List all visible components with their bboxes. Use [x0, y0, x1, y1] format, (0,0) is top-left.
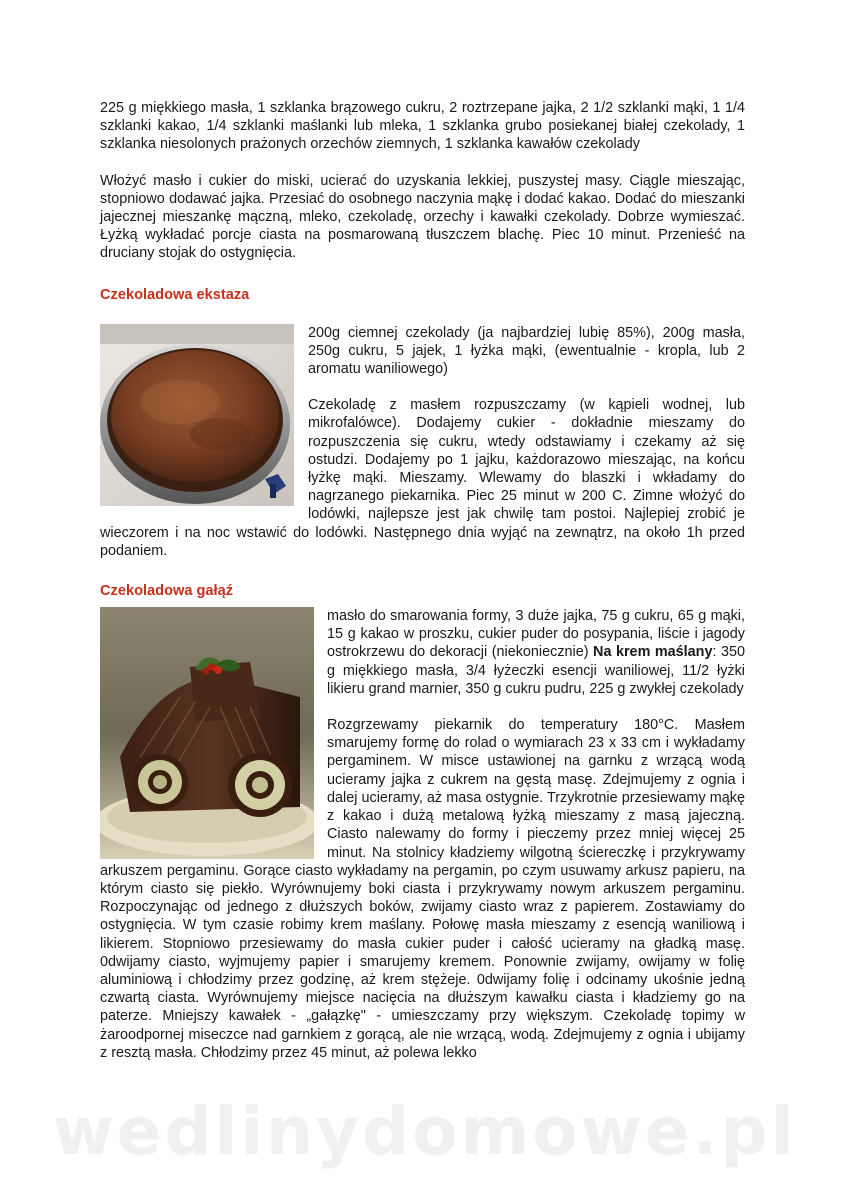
recipe-ekstaza-method: Czekoladę z masłem rozpuszczamy (w kąpieli wodnej, lub mikrofalówce). Dodajemy cukier - dokładnie mieszamy do rozpuszczenia się cukru, wtedy odstawiamy i czekamy aż się ostudzi. Dodajemy po 1 jajku, każdorazowo mieszając, na końcu łyżkę mąki. Mieszamy. Wlewamy do blaszki i wkładamy do nagrzanego piekarnika. Piec 25 minut w 200 C. Zimne włożyć do lodówki, najlepsze jest jak chwilę tam postoi. Najlepiej zrobić je wieczorem i na noc wstawić do lodówki. Następnego dnia wyjąć na zewnątrz, na około 1h przed podaniem. [100, 397, 745, 559]
recipe-galaz-ingredients-b: : 350 g miękkiego masła, 3/4 łyżeczki esencji waniliowej, 11/2 łyżki likieru grand marnier, 350 g cukru pudru, 225 g zwykłej czekolady [327, 644, 746, 697]
cream-label: Na krem maślany [593, 644, 713, 661]
recipe-title-ekstaza: Czekoladowa ekstaza [100, 286, 250, 303]
watermark: wedlinydomowe.pl [52, 1093, 797, 1170]
intro-ingredients: 225 g miękkiego masła, 1 szklanka brązowego cukru, 2 roztrzepane jajka, 2 1/2 szklanki mąki, 1 1/4 szklanki kakao, 1/4 szklanki maślanki lub mleka, 1 szklanka grubo posiekanej białej czekolady, 1 szklanka niesolonych prażonych orzechów ziemnych, 1 szklanka kawałów czekolady [100, 100, 745, 153]
recipe-galaz-ingredients-a: masło do smarowania formy, 3 duże jajka, 75 g cukru, 65 g mąki, 15 g kakao w proszku, cukier puder do posypania, liście i jagody ostrokrzewu do dekoracji (niekoniecznie) [327, 608, 745, 661]
recipe-galaz-method: Rozgrzewamy piekarnik do temperatury 180°C. Masłem smarujemy formę do rolad o wymiarach 23 x 33 cm i wykładamy pergaminem. W misce ustawionej na garnku z wrzącą wodą ucieramy jajka z cukrem na gęstą masę. Zdejmujemy z ognia i dalej ucieramy, aż masa ostygnie. Trzykrotnie przesiewamy mąkę z kakao i dużą metalową łyżką mieszamy z masą jajeczną. Ciasto nalewamy do formy i pieczemy przez mniej więcej 25 minut. Na stolnicy kładziemy wilgotną ściereczkę i przykrywamy arkuszem pergaminu. Gorące ciasto wykładamy na pergamin, po czym usuwamy arkusz papieru, na którym ciasto się piekło. Wyrównujemy boki ciasta i przykrywamy nowym arkuszem pergaminu. Rozpoczynając od jednego z dłuższych boków, zwijamy ciasto wraz z papierem. Zostawiamy do ostygnięcia. W tym czasie robimy krem maślany. Połowę masła mieszamy z esencją waniliową i likierem. Stopniowo przesiewamy do masła cukier puder i całość ucieramy na gładką masę. 0dwijamy ciasto, wyjmujemy papier i smarujemy kremem. Ponownie zwijamy, owijamy w folię aluminiową i chłodzimy przez godzinę, aż krem stężeje. 0dwijamy folię i odcinamy ukośnie jedną czwartą ciasta. Wyrównujemy miejsce nacięcia na dłuższym kawałku ciasta i kładziemy go na paterze. Mniejszy kawałek - „gałązkę" - umieszczamy przy większym. Czekoladę topimy w żaroodpornej miseczce nad garnkiem z gorącą, ale nie wrzącą, wodą. Zdejmujemy z ognia i ubijamy z resztą masła. Chłodzimy przez 45 minut, aż polewa lekko [100, 717, 745, 1061]
recipe-galaz-section [100, 607, 745, 1062]
intro-method: Włożyć masło i cukier do miski, ucierać do uzyskania lekkiej, puszystej masy. Ciągle mieszając, stopniowo dodawać jajka. Przesiać do osobnego naczynia mąkę i dodać kakao. Dodać do mieszanki jajecznej mieszankę mączną, mleko, czekoladę, orzechy i kawałki czekolady. Dobrze wymieszać. Łyżką wykładać porcje ciasta na posmarowaną tłuszczem blachę. Piec 10 minut. Przenieść na druciany stojak do ostygnięcia. [100, 172, 745, 262]
document-content [100, 99, 745, 1062]
yule-log-photo [100, 607, 314, 859]
recipe-title-galaz: Czekoladowa gałąź [100, 583, 234, 600]
cake-photo [100, 324, 294, 506]
recipe-ekstaza-section [100, 324, 745, 560]
recipe-ekstaza-ingredients: 200g ciemnej czekolady (ja najbardziej lubię 85%), 200g masła, 250g cukru, 5 jajek, 1 łyżka mąki, (ewentualnie - kropla, lub 2 aromatu waniliowego) [308, 324, 745, 378]
